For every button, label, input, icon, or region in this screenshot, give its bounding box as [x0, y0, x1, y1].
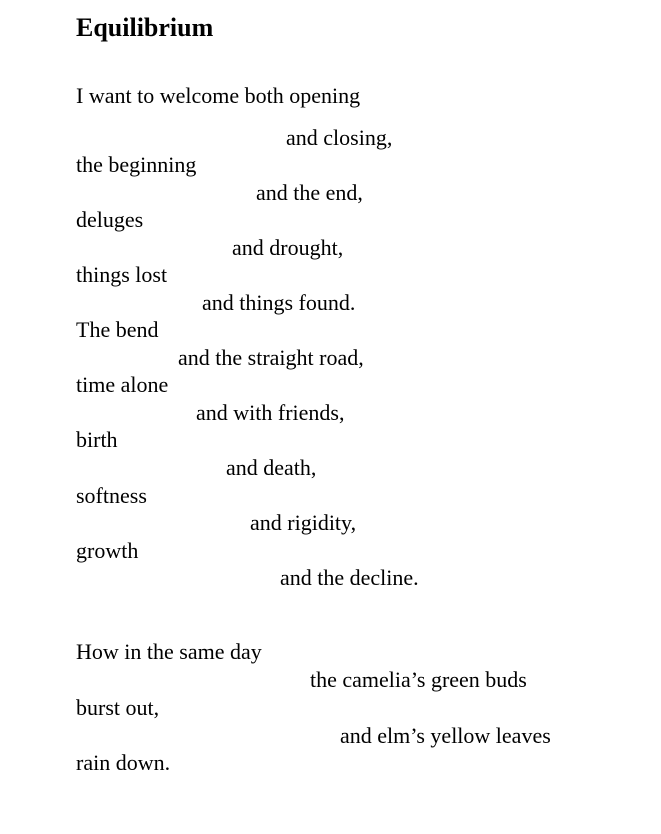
- poem-line: time alone: [76, 372, 169, 397]
- poem-line: the camelia’s green buds: [310, 667, 527, 692]
- poem-line: How in the same day: [76, 639, 262, 664]
- poem-line: and the end,: [256, 180, 363, 205]
- poem-line: and with friends,: [196, 400, 345, 425]
- poem-line: and the straight road,: [178, 345, 364, 370]
- poem-line: and rigidity,: [250, 510, 357, 535]
- poem-line: things lost: [76, 262, 168, 287]
- poem-line: birth: [76, 427, 118, 452]
- poem-line: rain down.: [76, 750, 171, 775]
- poem-line: deluges: [76, 207, 144, 232]
- poem-line: growth: [76, 538, 139, 563]
- poem-line: and drought,: [232, 235, 344, 260]
- poem-line: and closing,: [286, 125, 393, 150]
- poem-line: and death,: [226, 455, 317, 480]
- poem-line: the beginning: [76, 152, 197, 177]
- poem-line: and the decline.: [280, 565, 419, 590]
- poem-line: and elm’s yellow leaves: [340, 723, 551, 748]
- poem-line: softness: [76, 483, 147, 508]
- poem-line: and things found.: [202, 290, 356, 315]
- poem-line: The bend: [76, 317, 159, 342]
- poem-line: burst out,: [76, 695, 160, 720]
- poem-line: I want to welcome both opening: [76, 83, 361, 108]
- poem-title: Equilibrium: [76, 13, 214, 42]
